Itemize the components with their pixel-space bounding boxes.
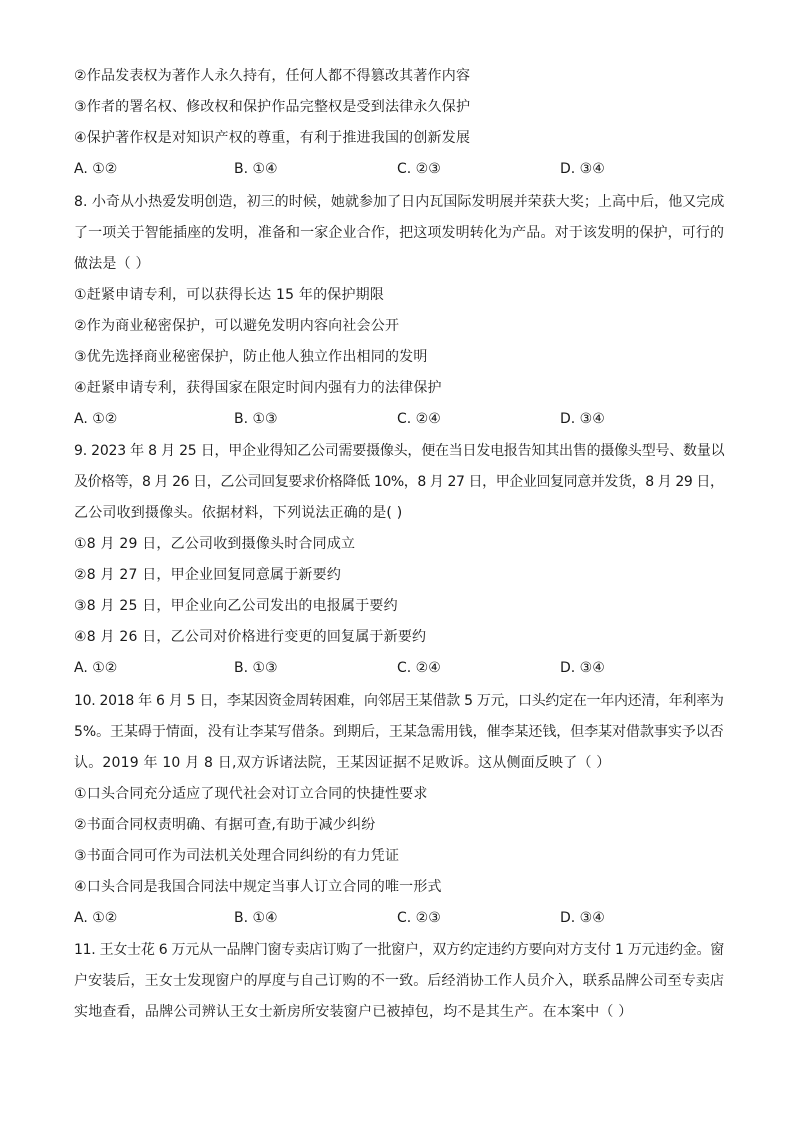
q9-option-d: D. ③④ — [560, 660, 605, 676]
q9-options — [74, 658, 724, 678]
q8-item-4: ④赶紧申请专利，获得国家在限定时间内强有力的法律保护 — [74, 380, 442, 396]
q8-option-b: B. ①③ — [234, 411, 278, 427]
q11-stem-line-2: 户安装后，王女士发现窗户的厚度与自己订购的不一致。后经消协工作人员介入，联系品牌公司至专卖店 — [74, 973, 725, 989]
q9-option-a: A. ①② — [74, 660, 118, 676]
q9-option-b: B. ①③ — [234, 660, 278, 676]
q10-item-2: ②书面合同权责明确、有据可查,有助于减少纠纷 — [74, 817, 376, 833]
q8-item-1: ①赶紧申请专利，可以获得长达 15 年的保护期限 — [74, 287, 385, 303]
q10-option-b: B. ①④ — [234, 910, 278, 926]
q10-option-a: A. ①② — [74, 910, 118, 926]
q10-option-c: C. ②③ — [397, 910, 441, 926]
q10-item-3: ③书面合同可作为司法机关处理合同纠纷的有力凭证 — [74, 848, 400, 864]
q7-option-d: D. ③④ — [560, 161, 605, 177]
q8-stem-line-2: 了一项关于智能插座的发明，准备和一家企业合作，把这项发明转化为产品。对于该发明的保护，可行的 — [74, 225, 725, 241]
q7-option-a: A. ①② — [74, 161, 118, 177]
q7-option-b: B. ①④ — [234, 161, 278, 177]
q8-item-2: ②作为商业秘密保护，可以避免发明内容向社会公开 — [74, 318, 400, 334]
q9-stem-line-1: 9. 2023 年 8 月 25 日，甲企业得知乙公司需要摄像头，便在当日发电报告知其出售的摄像头型号、数量以 — [74, 443, 725, 459]
q9-item-2: ②8 月 27 日，甲企业回复同意属于新要约 — [74, 567, 342, 583]
q10-stem-line-1: 10. 2018 年 6 月 5 日，李某因资金周转困难，向邻居王某借款 5 万元，口头约定在一年内还清，年利率为 — [74, 693, 724, 709]
q10-item-1: ①口头合同充分适应了现代社会对订立合同的快捷性要求 — [74, 786, 428, 802]
q9-item-3: ③8 月 25 日，甲企业向乙公司发出的电报属于要约 — [74, 598, 398, 614]
q8-stem-line-3: 做法是（ ） — [74, 256, 150, 272]
q11-stem-line-1: 11. 王女士花 6 万元从一品牌门窗专卖店订购了一批窗户，双方约定违约方要向对方支付 1 万元违约金。窗 — [74, 942, 724, 958]
q8-option-d: D. ③④ — [560, 411, 605, 427]
q8-item-3: ③优先选择商业秘密保护，防止他人独立作出相同的发明 — [74, 349, 428, 365]
q10-stem-line-2: 5%。王某碍于情面，没有让李某写借条。到期后，王某急需用钱，催李某还钱，但李某对借款事实予以否 — [74, 724, 724, 740]
q7-item-3: ③作者的署名权、修改权和保护作品完整权是受到法律永久保护 — [74, 99, 471, 115]
q7-item-4: ④保护著作权是对知识产权的尊重，有利于推进我国的创新发展 — [74, 130, 471, 146]
q10-stem-line-3: 认。2019 年 10 月 8 日,双方诉诸法院，王某因证据不足败诉。这从侧面反映了（ ） — [74, 755, 611, 771]
q9-stem-line-3: 乙公司收到摄像头。依据材料，下列说法正确的是( ) — [74, 505, 403, 521]
q7-options — [74, 159, 724, 179]
q9-item-1: ①8 月 29 日，乙公司收到摄像头时合同成立 — [74, 536, 356, 552]
q8-option-c: C. ②④ — [397, 411, 441, 427]
q10-options — [74, 908, 724, 928]
q9-item-4: ④8 月 26 日，乙公司对价格进行变更的回复属于新要约 — [74, 629, 427, 645]
q9-option-c: C. ②④ — [397, 660, 441, 676]
q7-item-2: ②作品发表权为著作人永久持有，任何人都不得篡改其著作内容 — [74, 68, 471, 84]
q10-item-4: ④口头合同是我国合同法中规定当事人订立合同的唯一形式 — [74, 879, 442, 895]
q7-option-c: C. ②③ — [397, 161, 441, 177]
q9-stem-line-2: 及价格等，8 月 26 日，乙公司回复要求价格降低 10%，8 月 27 日，甲企业回复同意并发货，8 月 29 日， — [74, 474, 724, 490]
q10-option-d: D. ③④ — [560, 910, 605, 926]
q8-options — [74, 409, 724, 429]
q11-stem-line-3: 实地查看，品牌公司辨认王女士新房所安装窗户已被掉包，均不是其生产。在本案中（ ） — [74, 1004, 633, 1020]
q8-stem-line-1: 8. 小奇从小热爱发明创造，初三的时候，她就参加了日内瓦国际发明展并荣获大奖；上高中后，他又完成 — [74, 194, 725, 210]
q8-option-a: A. ①② — [74, 411, 118, 427]
